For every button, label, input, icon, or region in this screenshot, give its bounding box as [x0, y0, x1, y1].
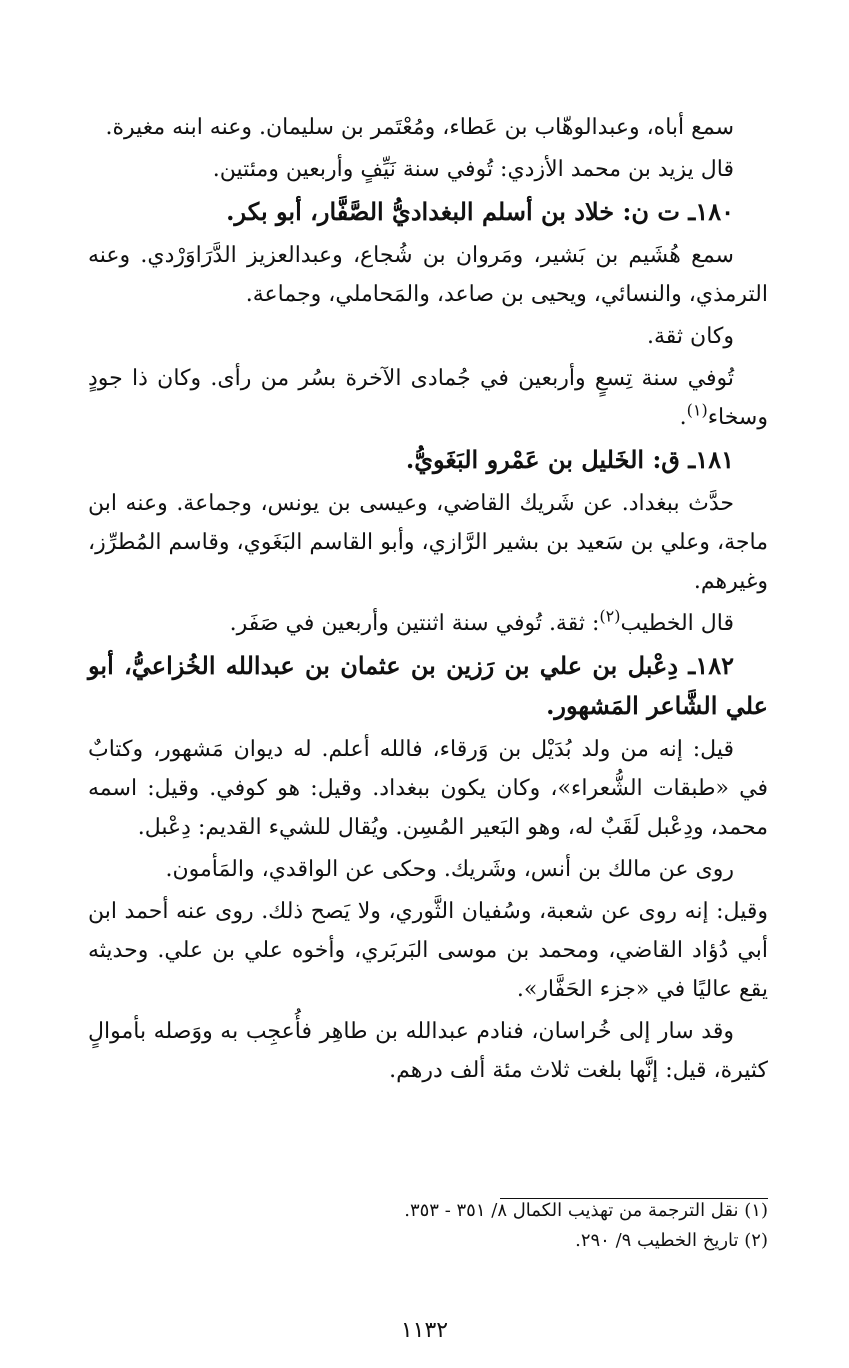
paragraph: حدَّث ببغداد. عن شَريك القاضي، وعيسى بن يونس، وجماعة. وعنه ابن ماجة، وعلي بن سَعيد بن بشير الرَّازي، وأبو القاسم البَغَوي، وقاسم المُطرِّز، وغيرهم. [88, 491, 768, 594]
paragraph: وقد سار إلى خُراسان، فنادم عبدالله بن طاهِر فأُعجِب به ووَصله بأموالٍ كثيرة، قيل: إنَّها بلغت ثلاث مئة ألف درهم. [88, 1019, 768, 1083]
entry-heading-182: ١٨٢ـ دِعْبل بن علي بن رَزين بن عثمان بن عبدالله الخُزاعيُّ، أبو علي الشَّاعر المَشهور. [88, 651, 768, 720]
paragraph [88, 604, 768, 643]
footnote-1: (١) نقل الترجمة من تهذيب الكمال ٨/ ٣٥١ - ٣٥٣. [404, 1200, 768, 1221]
entry-heading-181: ١٨١ـ ق: الخَليل بن عَمْرو البَغَويُّ. [405, 445, 734, 474]
paragraph: سمع هُشَيم بن بَشير، ومَروان بن شُجاع، وعبدالعزيز الدَّرَاوَرْدي. وعنه الترمذي، والنسائي، ويحيى بن صاعد، والمَحاملي، وجماعة. [88, 243, 768, 307]
paragraph-text-end: . [679, 405, 687, 430]
footnote-ref-1: (١) [686, 400, 708, 420]
page-number: ١١٣٢ [400, 1318, 449, 1343]
paragraph: وكان ثقة. [647, 324, 734, 349]
footnote-2: (٢) تاريخ الخطيب ٩/ ٢٩٠. [575, 1230, 768, 1251]
footnotes [88, 1196, 768, 1256]
paragraph-text-end: : ثقة. تُوفي سنة اثنتين وأربعين في صَفَر. [229, 611, 600, 636]
paragraph: سمع أباه، وعبدالوهّاب بن عَطاء، ومُعْتَمر بن سليمان. وعنه ابنه مغيرة. [105, 115, 734, 140]
paragraph-text: قال الخطيب [620, 611, 734, 636]
paragraph: روى عن مالك بن أنس، وشَريك. وحكى عن الواقدي، والمَأمون. [165, 857, 734, 882]
paragraph: قال يزيد بن محمد الأزدي: تُوفي سنة نَيِّفٍ وأربعين ومئتين. [212, 157, 734, 182]
main-text [88, 108, 768, 1093]
paragraph-text: تُوفي سنة تِسعٍ وأربعين في جُمادى الآخرة بسُر من رأى. وكان ذا جودٍ وسخاء [88, 366, 768, 430]
paragraph: وقيل: إنه روى عن شعبة، وسُفيان الثَّوري، ولا يَصح ذلك. روى عنه أحمد ابن أبي دُؤاد القاضي، ومحمد بن موسى البَربَري، وأخوه علي بن علي. وحديثه يقع عاليًا في «جزء الحَفَّار». [88, 899, 768, 1002]
paragraph [88, 359, 768, 437]
paragraph: قيل: إنه من ولد بُدَيْل بن وَرقاء، فالله أعلم. له ديوان مَشهور، وكتابٌ في «طبقات الشُّعراء»، وكان يكون ببغداد. وقيل: هو كوفي. وقيل: اسمه محمد، ودِعْبل لَقَبٌ له، وهو البَعير المُسِن. ويُقال للشيء القديم: دِعْبل. [88, 737, 768, 840]
footnote-ref-2: (٢) [599, 606, 621, 626]
entry-heading-180: ١٨٠ـ ت ن: خلاد بن أسلم البغداديُّ الصَّفَّار، أبو بكر. [226, 197, 734, 226]
